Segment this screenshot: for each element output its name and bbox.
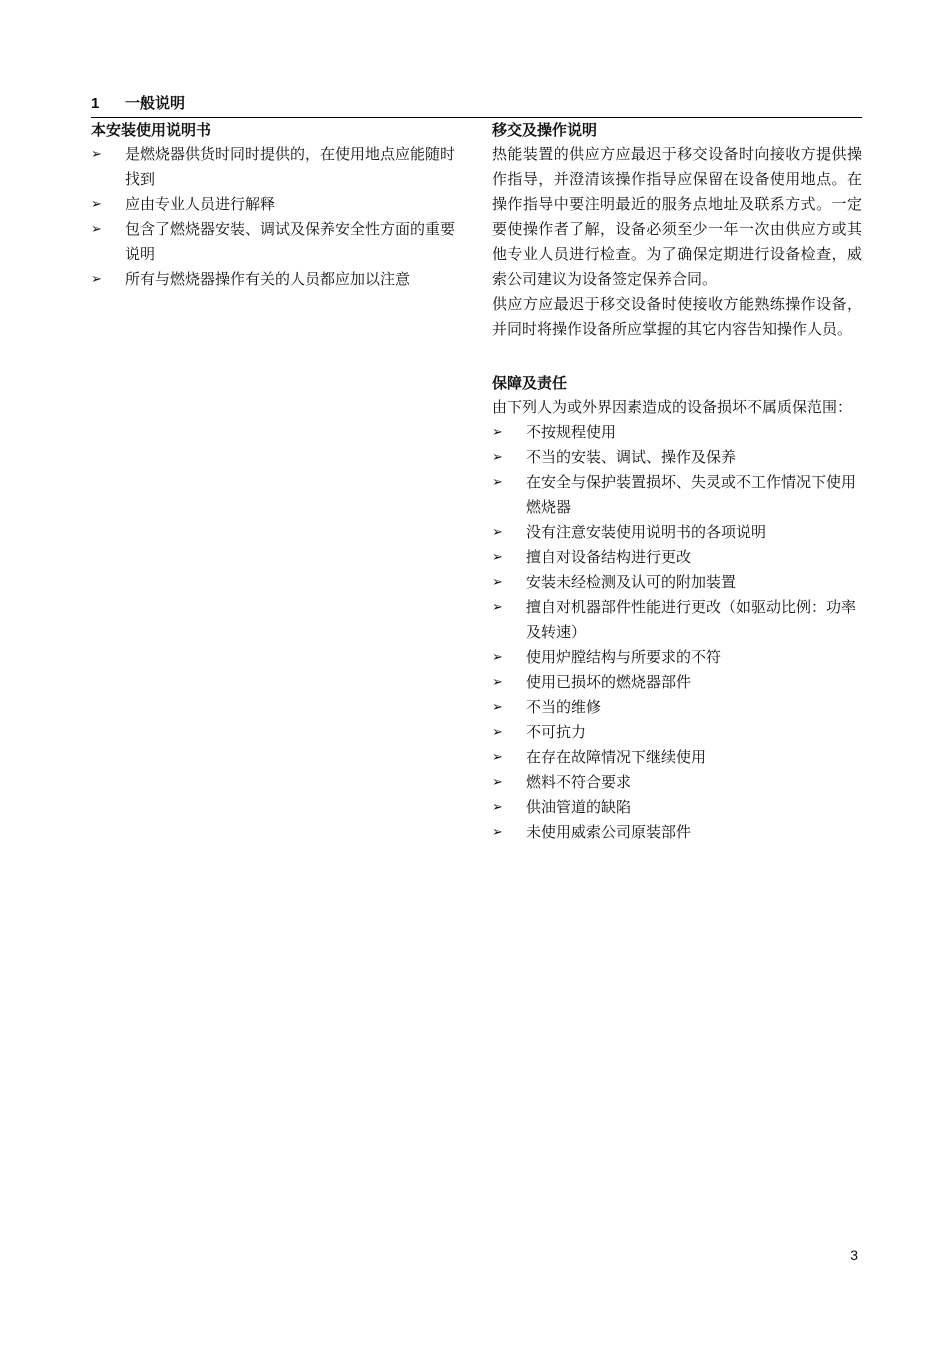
list-item: ➢ 使用已损坏的燃烧器部件	[492, 670, 862, 695]
arrow-bullet-icon: ➢	[492, 550, 503, 565]
list-item: ➢ 没有注意安装使用说明书的各项说明	[492, 520, 862, 545]
arrow-bullet-icon: ➢	[492, 575, 503, 590]
warranty-intro: 由下列人为或外界因素造成的设备损坏不属质保范围：	[492, 398, 853, 416]
list-item: ➢ 擅自对设备结构进行更改	[492, 545, 862, 570]
arrow-bullet-icon: ➢	[91, 147, 102, 162]
manual-subheading: 本安装使用说明书	[91, 122, 212, 139]
arrow-bullet-icon: ➢	[492, 800, 503, 815]
arrow-bullet-icon: ➢	[91, 197, 102, 212]
page-number: 3	[850, 1247, 858, 1263]
section-title: 一般说明	[125, 95, 186, 112]
list-item: ➢ 所有与燃烧器操作有关的人员都应加以注意	[91, 267, 461, 292]
list-item: ➢ 应由专业人员进行解释	[91, 192, 461, 217]
heading-rule	[91, 117, 862, 118]
arrow-bullet-icon: ➢	[492, 825, 503, 840]
left-column	[91, 119, 461, 292]
list-item: ➢ 在存在故障情况下继续使用	[492, 745, 862, 770]
list-item: ➢ 供油管道的缺陷	[492, 795, 862, 820]
list-item: ➢ 擅自对机器部件性能进行更改（如驱动比例：功率及转速）	[492, 595, 862, 645]
arrow-bullet-icon: ➢	[492, 650, 503, 665]
arrow-bullet-icon: ➢	[492, 750, 503, 765]
section-number: 1	[91, 95, 100, 112]
list-item: ➢ 包含了燃烧器安装、调试及保养安全性方面的重要说明	[91, 217, 461, 267]
warranty-subheading: 保障及责任	[492, 375, 568, 392]
arrow-bullet-icon: ➢	[492, 600, 503, 615]
handover-paragraph: 热能装置的供应方应最迟于移交设备时向接收方提供操作指导，并澄清该操作指导应保留在设备使用地点。在操作指导中要注明最近的服务点地址及联系方式。一定要使操作者了解，设备必须至少一年一次由供应方或其他专业人员进行检查。为了确保定期进行设备检查，威索公司建议为设备签定保养合同。	[492, 145, 862, 288]
list-item: ➢ 不按规程使用	[492, 420, 862, 445]
list-item: ➢ 不可抗力	[492, 720, 862, 745]
handover-subheading: 移交及操作说明	[492, 122, 598, 139]
list-item: ➢ 安装未经检测及认可的附加装置	[492, 570, 862, 595]
arrow-bullet-icon: ➢	[492, 775, 503, 790]
list-item: ➢ 在安全与保护装置损坏、失灵或不工作情况下使用燃烧器	[492, 470, 862, 520]
warranty-bullet-list	[492, 420, 862, 845]
list-item: ➢ 不当的安装、调试、操作及保养	[492, 445, 862, 470]
list-item: ➢ 不当的维修	[492, 695, 862, 720]
arrow-bullet-icon: ➢	[492, 450, 503, 465]
list-item: ➢ 使用炉膛结构与所要求的不符	[492, 645, 862, 670]
arrow-bullet-icon: ➢	[492, 725, 503, 740]
arrow-bullet-icon: ➢	[492, 425, 503, 440]
arrow-bullet-icon: ➢	[492, 475, 503, 490]
list-item: ➢ 是燃烧器供货时同时提供的，在使用地点应能随时找到	[91, 142, 461, 192]
section-heading	[91, 93, 862, 115]
arrow-bullet-icon: ➢	[492, 675, 503, 690]
manual-bullet-list	[91, 142, 461, 292]
arrow-bullet-icon: ➢	[91, 222, 102, 237]
list-item: ➢ 燃料不符合要求	[492, 770, 862, 795]
arrow-bullet-icon: ➢	[91, 272, 102, 287]
right-column	[492, 119, 862, 845]
arrow-bullet-icon: ➢	[492, 700, 503, 715]
handover-paragraph: 供应方应最迟于移交设备时使接收方能熟练操作设备，并同时将操作设备所应掌握的其它内容告知操作人员。	[492, 295, 862, 338]
list-item: ➢ 未使用威索公司原装部件	[492, 820, 862, 845]
arrow-bullet-icon: ➢	[492, 525, 503, 540]
